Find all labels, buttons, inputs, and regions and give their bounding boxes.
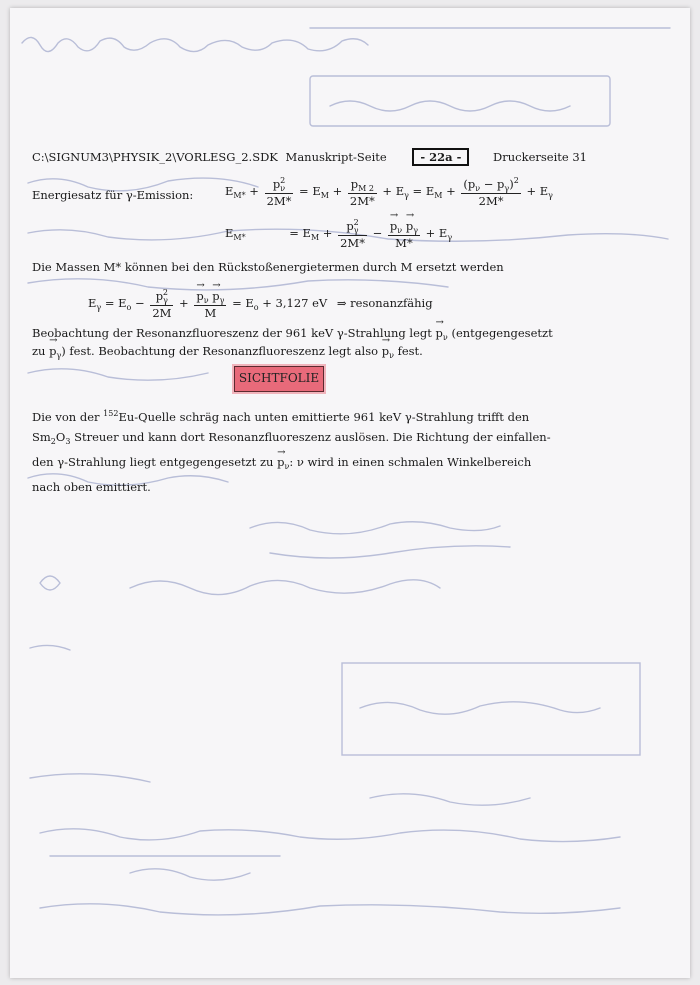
description-line-4: nach oben emittiert. — [32, 480, 151, 494]
energy-value: + 3,127 eV — [262, 296, 328, 310]
observation-text-2-start: zu — [32, 344, 46, 358]
sichtfolie-label — [234, 366, 324, 392]
description-line-1 — [32, 404, 551, 427]
manuscript-page-box: - 22a - — [412, 148, 469, 166]
equation-3: $E_\gamma = E_o$ − $\frac{p_\gamma^2}{2M}$ + → $\frac{p_\nu \to p_\gamma}{M}$ = $E_o + 3,127$ eV ⇒ resonanzfähig — [88, 288, 433, 320]
resonance-note: ⇒ resonanzfähig — [336, 296, 433, 310]
masses-text: Die Massen M* können bei den Rückstoßenergietermen durch M ersetzt werden — [32, 260, 504, 274]
observation-text-1-end: (entgegengesetzt — [451, 326, 553, 340]
description-l1-pre: Die von der — [32, 410, 104, 424]
description-line-3: den γ-Strahlung liegt entgegengesetzt zu → $p_\nu$: ν wird in einen schmalen Winkelbereich — [32, 452, 551, 477]
observation-text-2-mid: ) fest. Beobachtung der Resonanzfluoreszenz legt also — [61, 344, 379, 358]
equation-1: $E_{M*}$ + $\frac{p_\nu^2}{2M*}$ = $E_M$ + $\frac{p_{M 2}}{2M*}$ + $E_\gamma = E_M$ + $\frac{(p_\nu - p_\gamma)^2}{2M*}$ + $E_\gamma$ — [225, 176, 553, 208]
description-line-2: $Sm_2O_3$ Streuer und kann dort Resonanzfluoreszenz auslösen. Die Richtung der einfallen- — [32, 430, 551, 446]
printer-page-label: Druckerseite 31 — [493, 150, 587, 164]
description-l3-post: : ν — [289, 455, 304, 469]
description-l1-post: Eu-Quelle schräg nach unten emittierte 961 keV γ-Strahlung trifft den — [118, 410, 530, 424]
observation-text-2-end: fest. — [397, 344, 423, 358]
header-line — [32, 148, 587, 166]
equation-2: $E_{M*} = E_M$ + $\frac{p_\gamma^2}{2M*}$ − → $\frac{p_\nu \to p_\gamma}{M*}$ + $E_\gamma$ — [225, 218, 452, 250]
observation-line-2: zu → $p_\gamma$) fest. Beobachtung der Resonanzfluoreszenz legt also → $p_\nu$ fest. — [32, 344, 423, 360]
description-l3-pre: den γ-Strahlung liegt entgegengesetzt zu — [32, 455, 274, 469]
sichtfolie-text: SICHTFOLIE — [238, 371, 320, 385]
description-l3-end: wird in einen schmalen Winkelbereich — [307, 455, 532, 469]
description-l2: Streuer und kann dort Resonanzfluoreszenz auslösen. Die Richtung der einfallen- — [74, 430, 551, 444]
file-path: C:\SIGNUM3\PHYSIK_2\VORLESG_2.SDK — [32, 150, 278, 164]
energy-label: Energiesatz für γ-Emission: — [32, 188, 194, 202]
manuscript-page-number: 22a — [429, 150, 453, 164]
isotope-mass: 152 — [103, 409, 119, 418]
observation-text-1: Beobachtung der Resonanzfluoreszenz der 961 keV γ-Strahlung legt — [32, 326, 432, 340]
description-paragraph — [32, 404, 551, 497]
observation-line-1: Beobachtung der Resonanzfluoreszenz der 961 keV γ-Strahlung legt → $p_\nu$ (entgegengesetzt — [32, 326, 553, 342]
manuscript-label: Manuskript-Seite — [285, 150, 387, 164]
document-page — [10, 8, 690, 978]
